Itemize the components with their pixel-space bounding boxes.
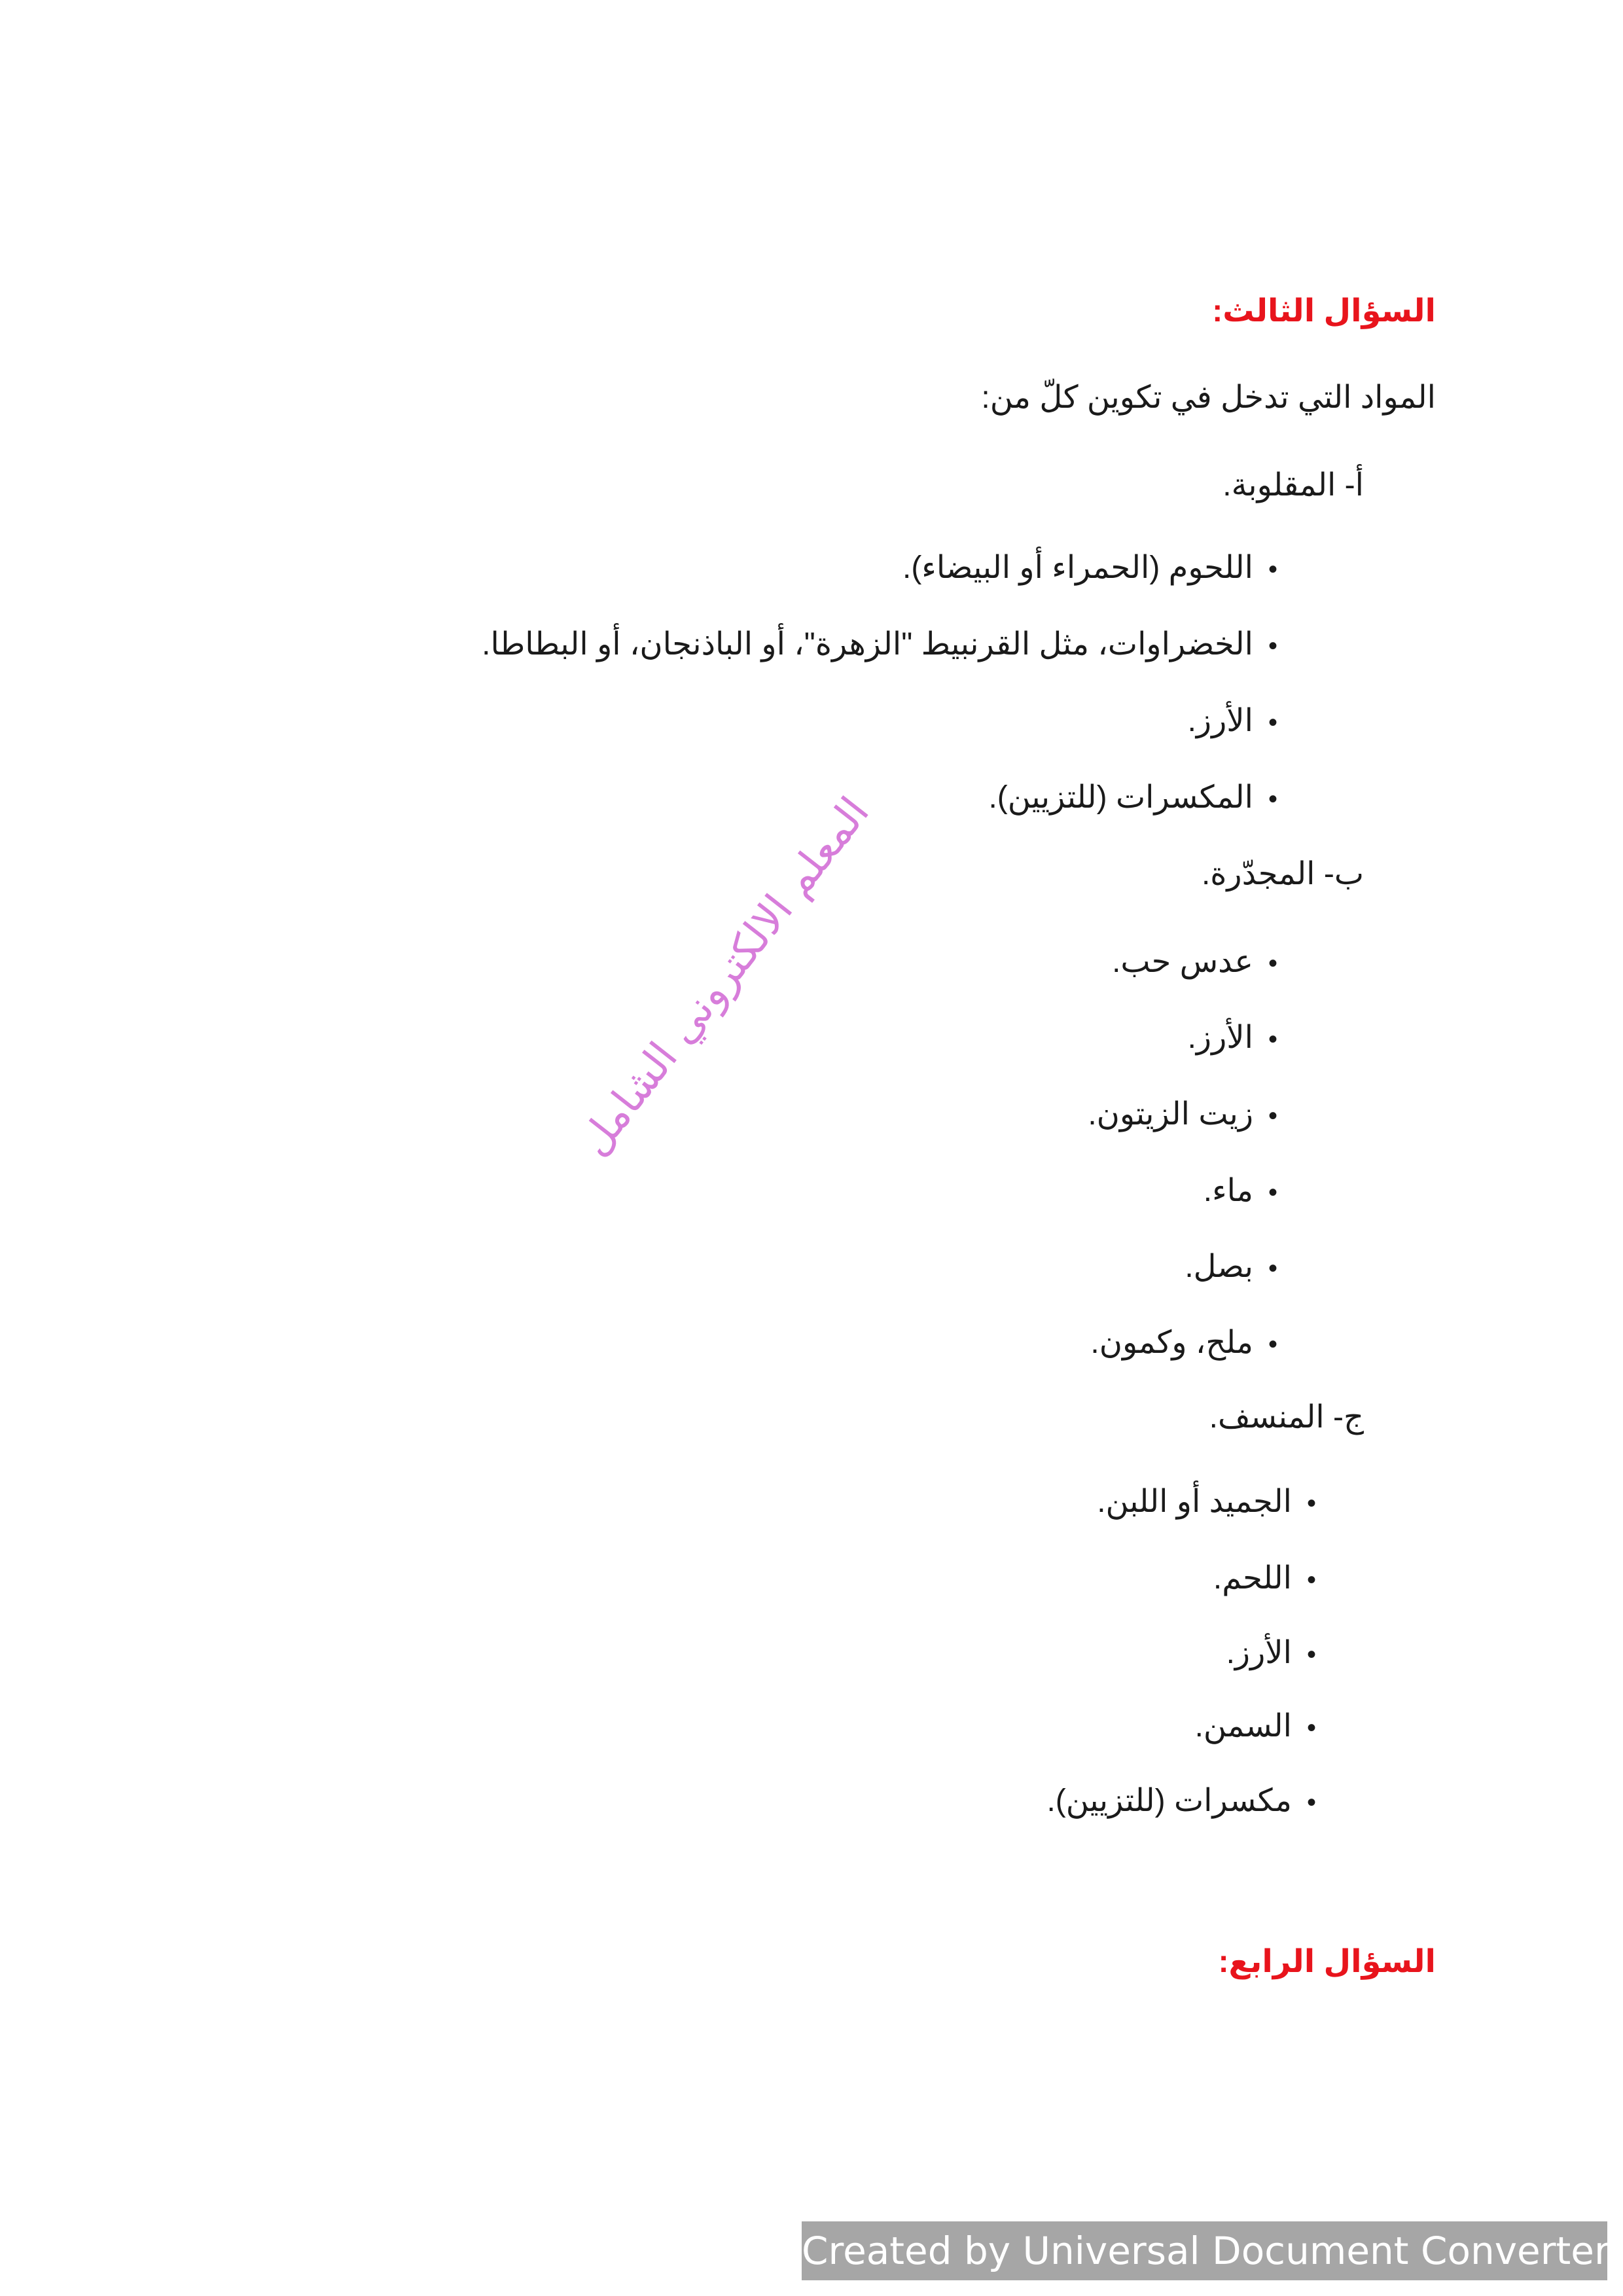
bullet-icon: •	[1268, 632, 1277, 660]
list-item	[482, 625, 1293, 666]
bullet-icon: •	[1268, 1102, 1277, 1130]
bullet-icon: •	[1306, 1640, 1316, 1669]
bullet-icon: •	[1268, 708, 1277, 737]
list-item-text: السمن.	[1194, 1709, 1292, 1744]
list-item	[1226, 1634, 1331, 1674]
list-item-text: المكسرات (للتزيين).	[988, 780, 1253, 815]
footer-banner: Created by Universal Document Converter	[802, 2221, 1607, 2280]
list-item	[1090, 1323, 1293, 1364]
list-item-text: ملح، وكمون.	[1090, 1325, 1253, 1360]
section-b-title: ب- المجدّرة.	[1201, 857, 1364, 891]
list-item-text: الأرز.	[1187, 704, 1253, 738]
question-4-heading: السؤال الرابع:	[1218, 1945, 1436, 1979]
list-item-text: مكسرات (للتزيين).	[1046, 1784, 1292, 1818]
question-3-intro: المواد التي تدخل في تكوين كلّ من:	[981, 380, 1436, 415]
list-item-text: عدس حب.	[1112, 944, 1253, 979]
list-item	[1097, 1482, 1331, 1523]
section-a-title: أ- المقلوبة.	[1222, 468, 1364, 503]
bullet-icon: •	[1268, 555, 1277, 584]
list-item	[1195, 1707, 1331, 1748]
list-item	[1188, 1018, 1293, 1059]
bullet-icon: •	[1306, 1566, 1316, 1594]
bullet-icon: •	[1268, 1178, 1277, 1207]
list-item	[902, 548, 1293, 589]
bullet-icon: •	[1306, 1489, 1316, 1518]
bullet-icon: •	[1268, 1330, 1277, 1359]
list-item	[1088, 1095, 1293, 1136]
list-item	[1204, 1172, 1293, 1212]
question-3-heading: السؤال الثالث:	[1212, 294, 1436, 329]
list-item-text: زيت الزيتون.	[1088, 1097, 1253, 1132]
bullet-icon: •	[1268, 949, 1277, 978]
watermark: المعلم الالكتروني الشامل	[569, 788, 879, 1165]
list-item	[1188, 702, 1293, 742]
list-item	[988, 778, 1293, 819]
bullet-icon: •	[1306, 1788, 1316, 1817]
section-c-title: ج- المنسف.	[1209, 1400, 1364, 1435]
list-item	[1046, 1782, 1331, 1822]
bullet-icon: •	[1268, 1025, 1277, 1054]
list-item-text: الأرز.	[1226, 1636, 1292, 1670]
list-item-text: الجميد أو اللبن.	[1097, 1484, 1292, 1519]
list-item-text: بصل.	[1185, 1249, 1253, 1284]
list-item	[1213, 1559, 1331, 1600]
bullet-icon: •	[1306, 1713, 1316, 1742]
bullet-icon: •	[1268, 785, 1277, 814]
list-item-text: اللحوم (الحمراء أو البيضاء).	[902, 550, 1253, 585]
list-item	[1112, 942, 1293, 983]
list-item-text: ماء.	[1203, 1174, 1253, 1208]
list-item-text: الخضراوات، مثل القرنبيط "الزهرة"، أو الباذنجان، أو البطاطا.	[482, 627, 1253, 662]
list-item-text: اللحم.	[1213, 1561, 1292, 1596]
list-item	[1185, 1247, 1293, 1288]
list-item-text: الأرز.	[1187, 1020, 1253, 1055]
bullet-icon: •	[1268, 1254, 1277, 1283]
